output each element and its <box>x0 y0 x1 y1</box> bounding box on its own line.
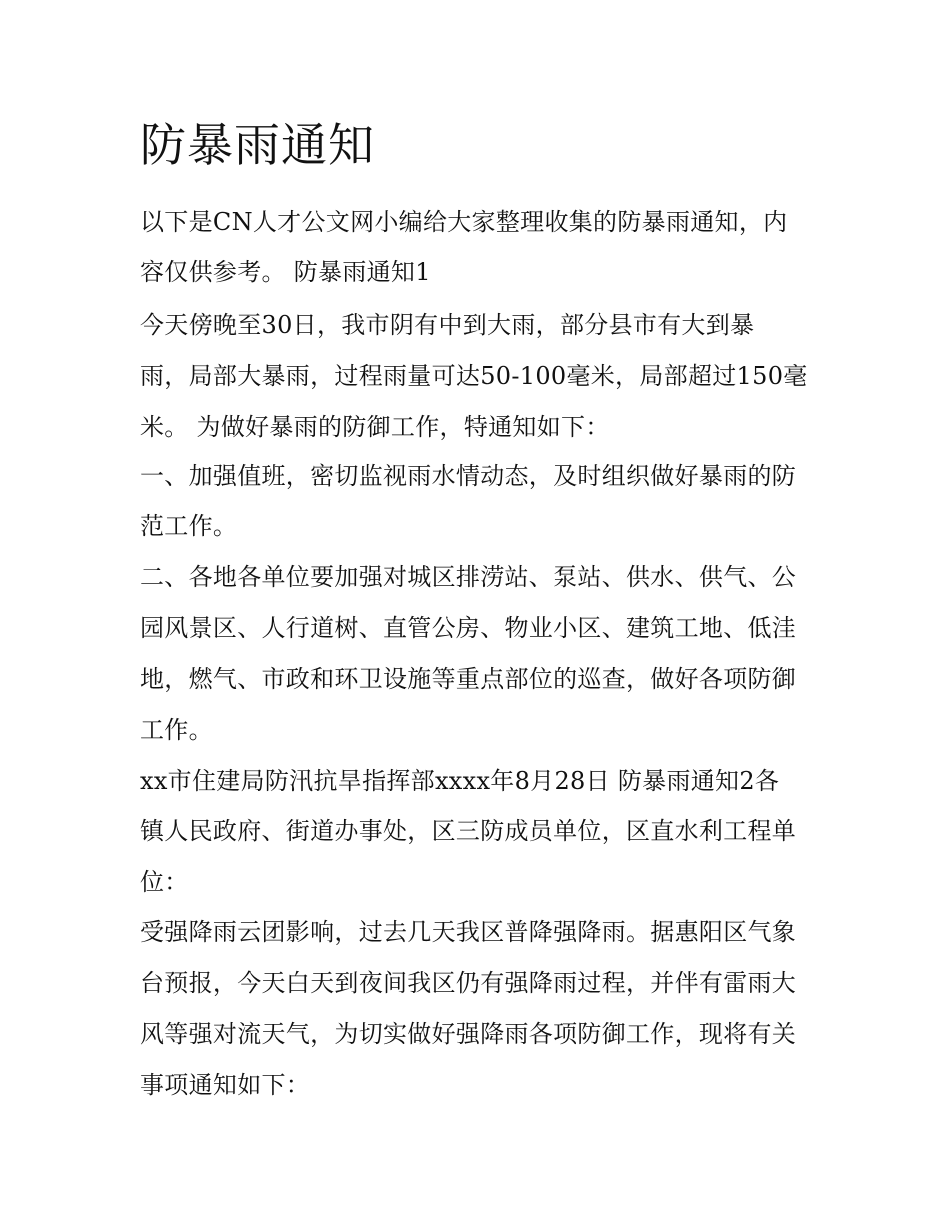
document-text-line: 范工作。 <box>140 512 238 540</box>
document-text-line: 工作。 <box>140 716 213 744</box>
document-text-line: 镇人民政府、街道办事处，区三防成员单位，区直水利工程单 <box>140 817 797 845</box>
document-text-line: 雨，局部大暴雨，过程雨量可达50-100毫米，局部超过150毫 <box>140 362 808 390</box>
document-text-line: 米。 为做好暴雨的防御工作，特通知如下： <box>140 413 610 441</box>
document-text-line: 容仅供参考。 防暴雨通知1 <box>140 258 431 286</box>
document-text-line: xx市住建局防汛抗旱指挥部xxxx年8月28日 防暴雨通知2各 <box>140 767 780 795</box>
document-text-line: 事项通知如下： <box>140 1071 311 1099</box>
document-text-line: 园风景区、人行道树、直管公房、物业小区、建筑工地、低洼 <box>140 614 797 642</box>
document-text-line: 以下是CN人才公文网小编给大家整理收集的防暴雨通知，内 <box>140 208 788 236</box>
document-text-line: 二、各地各单位要加强对城区排涝站、泵站、供水、供气、公 <box>140 563 797 591</box>
document-title: 防暴雨通知 <box>140 118 375 172</box>
document-text-line: 一、加强值班，密切监视雨水情动态，及时组织做好暴雨的防 <box>140 462 797 490</box>
document-text-line: 风等强对流天气，为切实做好强降雨各项防御工作，现将有关 <box>140 1020 797 1048</box>
document-text-line: 位： <box>140 868 189 896</box>
document-text-line: 今天傍晚至30日，我市阴有中到大雨，部分县市有大到暴 <box>140 311 755 339</box>
document-text-line: 受强降雨云团影响，过去几天我区普降强降雨。据惠阳区气象 <box>140 918 797 946</box>
document-text-line: 地，燃气、市政和环卫设施等重点部位的巡查，做好各项防御 <box>140 665 797 693</box>
document-text-line: 台预报，今天白天到夜间我区仍有强降雨过程，并伴有雷雨大 <box>140 969 797 997</box>
